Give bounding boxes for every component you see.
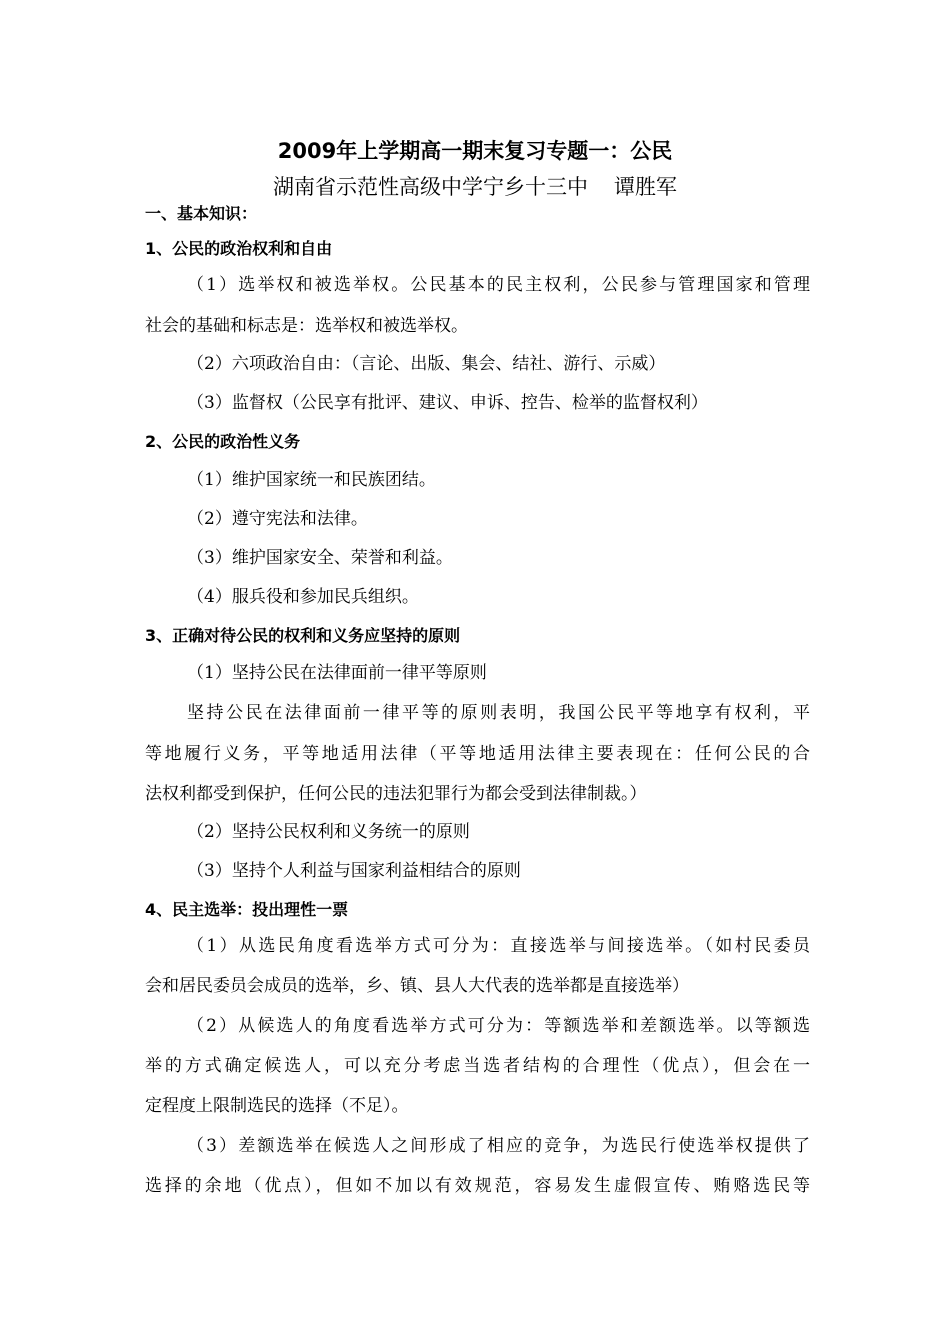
s4-p3-line2: 选择的余地（优点），但如不加以有效规范，容易发生虚假宣传、贿赂选民等 (145, 1176, 810, 1196)
s1-p1-line1: （1）选举权和被选举权。公民基本的民主权利，公民参与管理国家和管理 (187, 275, 810, 295)
s3-body-line1: 坚持公民在法律面前一律平等的原则表明，我国公民平等地享有权利，平 (187, 703, 810, 723)
s4-p1-line1: （1）从选民角度看选举方式可分为：直接选举与间接选举。（如村民委员 (187, 936, 810, 956)
page-title: 2009年上学期高一期末复习专题一：公民 (277, 139, 673, 163)
s3-p1: （1）坚持公民在法律面前一律平等原则 (187, 663, 487, 683)
s3-body-line3: 法权利都受到保护，任何公民的违法犯罪行为都会受到法律制裁。） (145, 784, 647, 804)
s1-p3: （3）监督权（公民享有批评、建议、申诉、控告、检举的监督权利） (187, 393, 708, 413)
s3-body-line2: 等地履行义务，平等地适用法律（平等地适用法律主要表现在：任何公民的合 (145, 744, 810, 764)
subtitle-author: 谭胜军 (614, 175, 677, 199)
s4-p2-line3: 定程度上限制选民的选择（不足）。 (145, 1096, 409, 1116)
s2-p2: （2）遵守宪法和法律。 (187, 509, 368, 529)
s1-p1-line2: 社会的基础和标志是：选举权和被选举权。 (145, 316, 468, 336)
s2-heading: 2、公民的政治性义务 (145, 432, 301, 451)
page-subtitle (0, 172, 950, 202)
s4-p2-line2: 举的方式确定候选人，可以充分考虑当选者结构的合理性（优点），但会在一 (145, 1056, 810, 1076)
s1-p2: （2）六项政治自由：（言论、出版、集会、结社、游行、示威） (187, 354, 666, 374)
s4-p1-line2: 会和居民委员会成员的选举，乡、镇、县人大代表的选举都是直接选举） (145, 976, 689, 996)
s2-p3: （3）维护国家安全、荣誉和利益。 (187, 548, 453, 568)
s3-heading: 3、正确对待公民的权利和义务应坚持的原则 (145, 626, 461, 645)
subtitle-school: 湖南省示范性高级中学宁乡十三中 (273, 175, 588, 199)
s4-p2-line1: （2）从候选人的角度看选举方式可分为：等额选举和差额选举。以等额选 (187, 1016, 810, 1036)
s2-p4: （4）服兵役和参加民兵组织。 (187, 587, 419, 607)
section-heading: 一、基本知识： (145, 204, 258, 223)
s3-p3: （3）坚持个人利益与国家利益相结合的原则 (187, 861, 521, 881)
s4-heading: 4、民主选举：投出理性一票 (145, 900, 349, 919)
s2-p1: （1）维护国家统一和民族团结。 (187, 470, 436, 490)
s4-p3-line1: （3）差额选举在候选人之间形成了相应的竞争，为选民行使选举权提供了 (187, 1136, 810, 1156)
s1-heading: 1、公民的政治权利和自由 (145, 239, 333, 258)
s3-p2: （2）坚持公民权利和义务统一的原则 (187, 822, 470, 842)
